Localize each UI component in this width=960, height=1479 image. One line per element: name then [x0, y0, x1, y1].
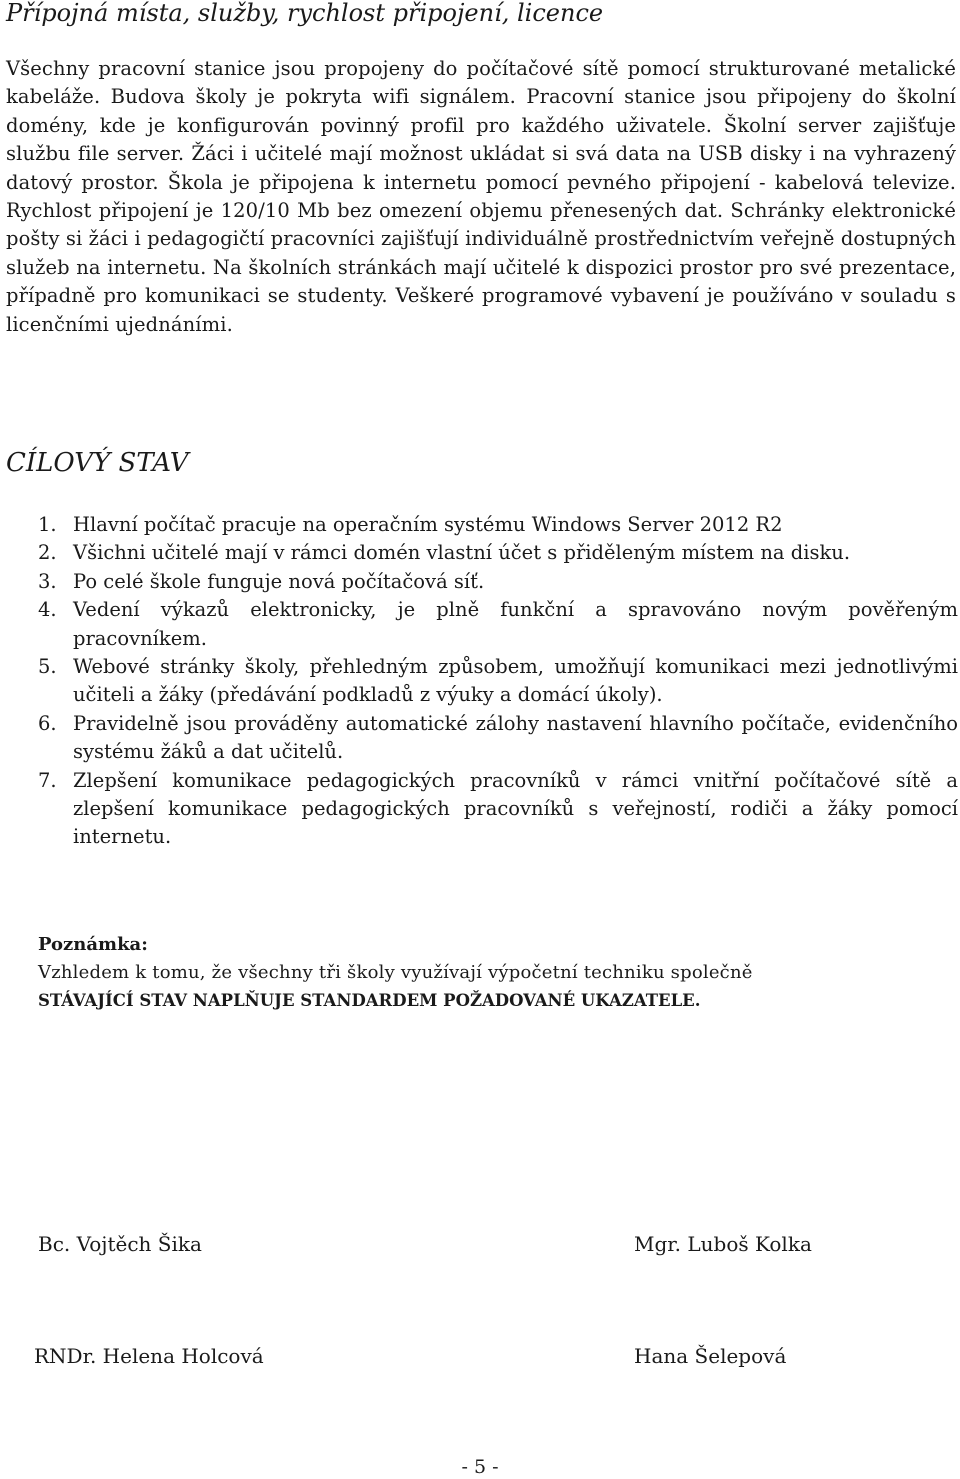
goal-item: [38, 568, 958, 596]
page-number: - 5 -: [461, 1456, 499, 1478]
goal-text: Po celé škole funguje nová počítačová síť.: [73, 569, 485, 593]
goal-number: 5.: [38, 655, 57, 679]
goal-number: 1.: [38, 513, 57, 536]
section-title: Přípojná místa, služby, rychlost připojení, licence: [6, 0, 604, 27]
signature-name-top-left: Bc. Vojtěch Šika: [38, 1232, 202, 1256]
note-conclusion: STÁVAJÍCÍ STAV NAPLŇUJE STANDARDEM POŽADOVANÉ UKAZATELE.: [38, 991, 701, 1010]
goal-text: Všichni učitelé mají v rámci domén vlastní účet s přiděleným místem na disku.: [73, 541, 851, 565]
signature-name-top-right: Mgr. Luboš Kolka: [634, 1232, 812, 1256]
goal-list: [38, 511, 958, 852]
goal-item: [38, 539, 958, 567]
goal-number: 4.: [38, 598, 57, 622]
goal-text: Webové stránky školy, přehledným způsobem, umožňují komunikaci mezi jednotlivými učiteli a žáky (předávání podkladů z výuky a domácí úkoly).: [73, 655, 958, 707]
note-text: Vzhledem k tomu, že všechny tři školy využívají výpočetní techniku společně: [38, 962, 753, 983]
signature-name-bottom-left: RNDr. Helena Holcová: [34, 1344, 264, 1368]
goal-text: Hlavní počítač pracuje na operačním systému Windows Server 2012 R2: [73, 513, 783, 536]
intro-paragraph: Všechny pracovní stanice jsou propojeny do počítačové sítě pomocí strukturované metalické kabeláže. Budova školy je pokryta wifi signálem. Pracovní stanice jsou připojeny do školní domény, kde je konfigurován povinný profil pro každého uživatele. Školní server zajišťuje službu file server. Žáci i učitelé mají možnost ukládat si svá data na USB disky i na vyhrazený datový prostor. Škola je připojena k internetu pomocí pevného připojení - kabelová televize. Rychlost připojení je 120/10 Mb bez omezení objemu přenesených dat. Schránky elektronické pošty si žáci i pedagogičtí pracovníci zajišťují individuálně prostřednictvím veřejně dostupných služeb na internetu. Na školních stránkách mají učitelé k dispozici prostor pro své prezentace, případně pro komunikaci se studenty. Veškeré programové vybavení je používáno v souladu s licenčními ujednáními.: [6, 57, 956, 336]
note-label: Poznámka:: [38, 934, 148, 955]
goal-item: [38, 596, 958, 653]
goal-text: Vedení výkazů elektronicky, je plně funkční a spravováno novým pověřeným pracovníkem.: [73, 598, 958, 650]
goal-text: Zlepšení komunikace pedagogických pracovníků v rámci vnitřní počítačové sítě a zlepšení komunikace pedagogických pracovníků s veřejností, rodiči a žáky pomocí internetu.: [73, 768, 958, 849]
signature-name-bottom-right: Hana Šelepová: [634, 1344, 787, 1368]
goal-item: [38, 767, 958, 852]
goal-item: [38, 710, 958, 767]
goal-item: [38, 511, 958, 539]
goal-number: 2.: [38, 541, 57, 565]
goal-number: 6.: [38, 711, 57, 735]
goal-item: [38, 653, 958, 710]
note-block: [38, 931, 958, 1015]
goal-state-heading: CÍLOVÝ STAV: [6, 448, 189, 478]
goal-text: Pravidelně jsou prováděny automatické zálohy nastavení hlavního počítače, evidenčního systému žáků a dat učitelů.: [73, 711, 958, 764]
goal-number: 7.: [38, 768, 57, 792]
goal-number: 3.: [38, 569, 57, 593]
